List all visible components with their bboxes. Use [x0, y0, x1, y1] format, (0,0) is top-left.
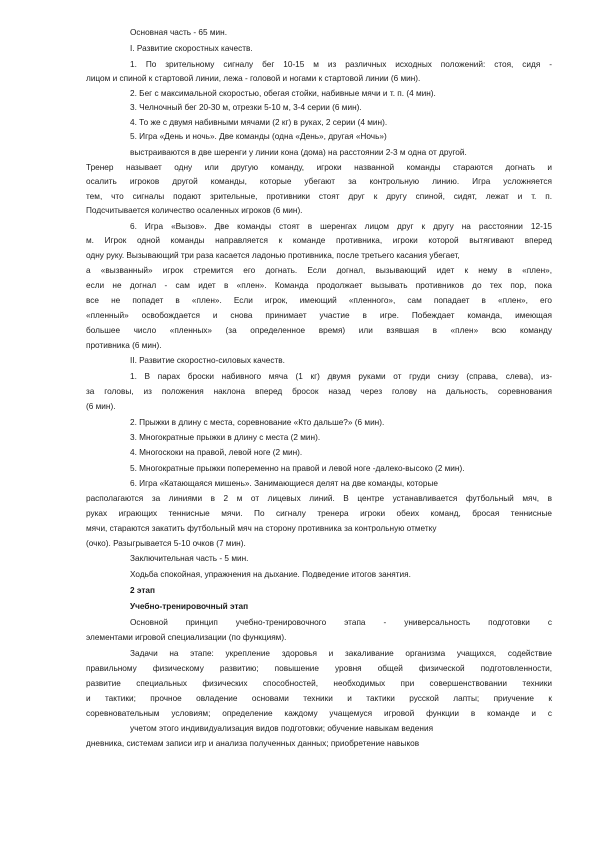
text-line: «пленный» освобождается и снова принимает участие в игре. Побеждает команда, имеющая	[86, 311, 552, 320]
text-line: 3. Многократные прыжки в длину с места (2 мин).	[130, 433, 321, 442]
text-line: (6 мин).	[86, 402, 116, 411]
text-line: располагаются за линиями в 2 м от лицевых линий. В центре устанавливается футбольный мяч, в	[86, 494, 552, 503]
text-line: лицом и спиной к стартовой линии, лежа - головой и ногами к стартовой линии (6 мин).	[86, 74, 421, 83]
text-line: 4. Многоскоки на правой, левой ноге (2 мин).	[130, 448, 303, 457]
text-line: Подсчитывается количество осаленных игроков (6 мин).	[86, 206, 303, 215]
text-line: 6. Игра «Катающаяся мишень». Занимающиеся делят на две команды, которые	[130, 479, 438, 488]
section-heading-main-part: Основная часть - 65 мин.	[130, 28, 227, 37]
text-line: правильному физическому развитию; повышение уровня общей физической подготовленности,	[86, 664, 552, 673]
text-line: 3. Челночный бег 20-30 м, отрезки 5-10 м, 3-4 серии (6 мин).	[130, 103, 362, 112]
text-line: мячи, стараются закатить футбольный мяч на сторону противника за контрольную отметку	[86, 524, 437, 533]
text-line: выстраиваются в две шеренги у линии кона (дома) на расстоянии 2-3 м одна от другой.	[130, 148, 467, 157]
text-line: Основной принцип учебно-тренировочного этапа - универсальность подготовки с	[130, 618, 552, 627]
text-line: Задачи на этапе: укрепление здоровья и закаливание организма учащихся, содействие	[130, 649, 552, 658]
text-line: большее число «пленных» (за определенное время) или взявшая в «плен» всю команду	[86, 326, 552, 335]
text-line: 2. Бег с максимальной скоростью, обегая стойки, набивные мячи и т. п. (4 мин).	[130, 89, 436, 98]
text-line: 4. То же с двумя набивными мячами (2 кг) в руках, 2 серии (4 мин).	[130, 118, 388, 127]
text-line: все не попадет в «плен». Если игрок, имеющий «пленного», сам попадает в «плен», его	[86, 296, 552, 305]
text-line: и тактики; прочное овладение основами техники и тактики русской лапты; приучение к	[86, 694, 552, 703]
text-line: соревновательным условиям; определение каждому учащемуся игровой функции в команде и с	[86, 709, 552, 718]
text-line: осалить игроков другой команды, которые убегают за контрольную линию. Игра усложняется	[86, 177, 552, 186]
text-line: 6. Игра «Вызов». Две команды стоят в шеренгах лицом друг к другу на расстоянии 12-15	[130, 222, 552, 231]
text-line: Тренер называет одну или другую команду, игроки названной команды стараются догнать и	[86, 163, 552, 172]
text-line: элементами игровой специализации (по функциям).	[86, 633, 287, 642]
text-line: тем, что сигналы подают зрительные, противники стоят друг к другу спиной, сидят, лежат и т. п.	[86, 192, 552, 201]
text-line: противника (6 мин).	[86, 341, 162, 350]
text-line: 2. Прыжки в длину с места, соревнование «Кто дальше?» (6 мин).	[130, 418, 385, 427]
text-line: 5. Игра «День и ночь». Две команды (одна «День», другая «Ночь»)	[130, 132, 387, 141]
section-heading-final-part: Заключительная часть - 5 мин.	[130, 554, 249, 563]
stage-heading: 2 этап	[130, 586, 155, 595]
text-line: развитие специальных физических способностей, необходимых при совершенствовании техники	[86, 679, 552, 688]
text-line: учетом этого индивидуализация видов подготовки; обучение навыкам ведения	[130, 724, 434, 733]
text-line: (очко). Разыгрывается 5-10 очков (7 мин).	[86, 539, 246, 548]
text-line: 1. В парах броски набивного мяча (1 кг) двумя руками от груди снизу (справа, слева), из-	[130, 372, 552, 381]
text-line: руках играющих теннисные мячи. По сигналу тренера игроки обеих команд, бросая теннисные	[86, 509, 552, 518]
text-line: а «вызванный» игрок стремится его догнать. Если догнал, вызывающий идет к нему в «плен»,	[86, 266, 552, 275]
text-line: Ходьба спокойная, упражнения на дыхание. Подведение итогов занятия.	[130, 570, 411, 579]
text-line: дневника, системам записи игр и анализа полученных данных; приобретение навыков	[86, 739, 420, 748]
text-line: если не догнал - сам идет в «плен». Команда продолжает вызывать противников до тех пор, пока	[86, 281, 552, 290]
text-line: одну руку. Вызывающий три раза касается ладонью противника, после третьего касания убегает,	[86, 251, 460, 260]
text-line: за головы, из положения наклона вперед бросок назад через голову на дальность, соревнования	[86, 387, 552, 396]
subsection-heading: II. Развитие скоростно-силовых качеств.	[130, 356, 285, 365]
subsection-heading: I. Развитие скоростных качеств.	[130, 44, 253, 53]
text-line: 1. По зрительному сигналу бег 10-15 м из различных исходных положений: стоя, сидя -	[130, 60, 552, 69]
text-line: 5. Многократные прыжки попеременно на правой и левой ноге -далеко-высоко (2 мин).	[130, 464, 465, 473]
text-line: м. Игрок одной команды направляется к команде противника, игроки которой вытягивают вперед	[86, 236, 552, 245]
stage-title: Учебно-тренировочный этап	[130, 602, 249, 611]
